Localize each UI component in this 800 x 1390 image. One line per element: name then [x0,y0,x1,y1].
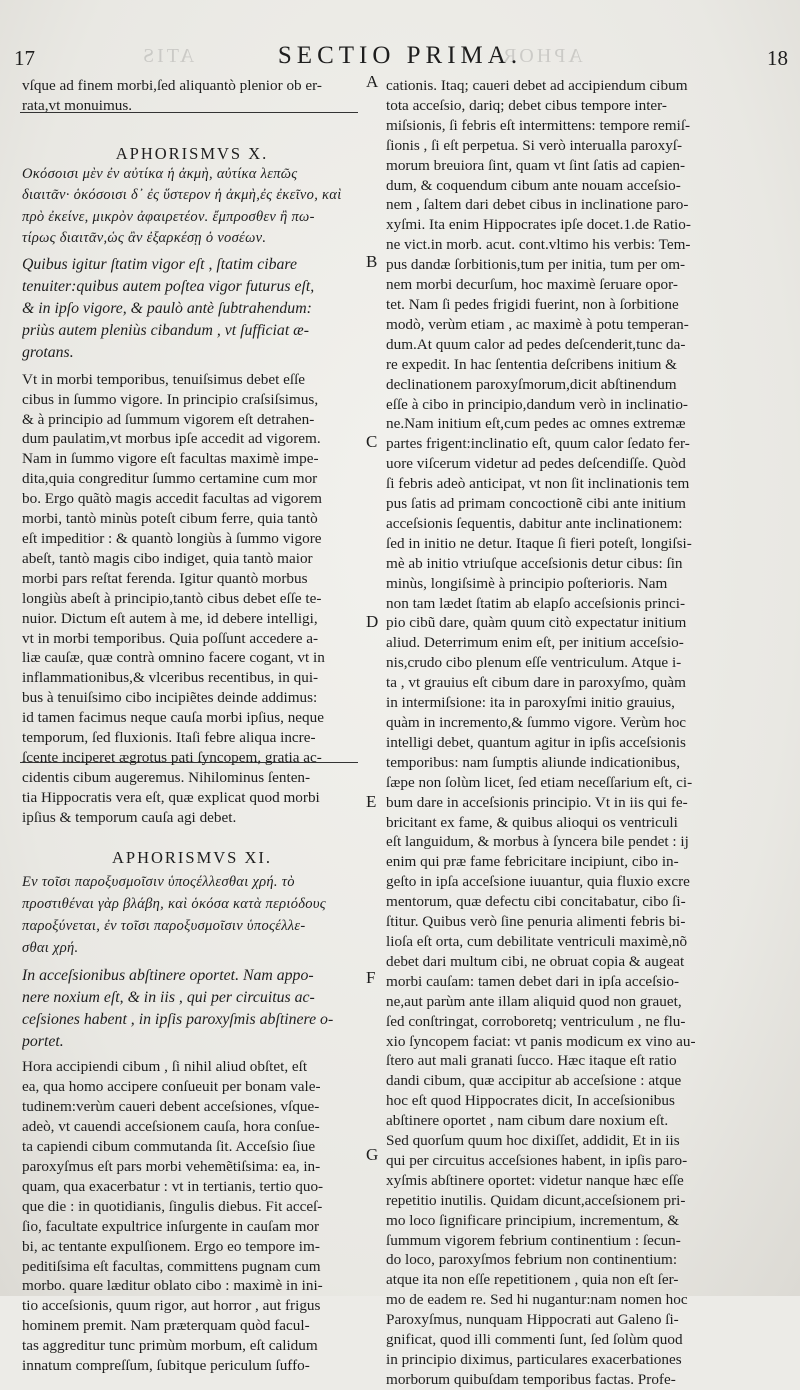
text-line: ſcente inciperet ægrotus pati ſyncopem, gratia ac- [22,748,322,766]
text-line: aliud. Deterrimum enim eſt, per initium acceſsio- [386,634,684,652]
text-line: dum, & coquendum cibum ante nouam acceſsio- [386,176,681,194]
text-line: bus à tenuiſsimo cibo incipiẽtes deinde addimus: [22,689,318,707]
margin-letter: A [366,72,379,91]
text-line: uore viſcerum videtur ad pedes deſcendiſſe. Quòd [386,455,686,473]
horizontal-rule [20,112,358,113]
text-line: mo de eadem re. Sed hi nugantur:nam nomen hoc [386,1291,688,1309]
text-line: ne vict.in morb. acut. cont.vltimo his verbis: Tem- [386,236,691,254]
text-line: innatum compreſſum, ſubitque periculum ſuffo- [22,1357,310,1375]
italic-line: & in ipſo vigore, & paulò antè ſubtrahendum: [22,299,312,317]
text-line: atque ita non eſſe repetitionem , quia non eſt ſer- [386,1271,679,1289]
text-line: do loco, paroxyſmos febrium non continentium: [386,1251,678,1269]
text-line: ſio, facultate expultrice inſurgente in cauſam mor [22,1217,320,1235]
text-line: eſt languidum, & morbus à ſyncera bile pendet : ij [386,833,689,851]
text-line: nuior. Dictum eſt autem à me, id debere intelligi, [22,609,318,627]
text-line: morbi cauſam: tamen debet dari in ipſa acceſsio- [386,972,680,990]
text-line: minùs, longiſsimè à principio poſterioris. Nam [386,574,668,592]
text-line: intelligi debet, quantum agitur in ipſis acceſsionis [386,733,686,751]
text-line: vſque ad finem morbi,ſed aliquantò plenior ob er- [22,77,322,94]
text-line: modò, verùm etiam , ac maximè à potu temperan- [386,315,689,333]
margin-letter: C [366,432,378,451]
text-line: xyſmi. Ita enim Hippocrates ipſe docet.1.de Ratio- [386,216,691,234]
text-line: eſt impeditior : & quantò longiùs à ſummo vigore [22,529,322,547]
aphorism-heading: APHORISMVS XI. [111,847,273,867]
text-line: Paroxyſmus, nunquam Hippocrati aut Galeno ſi- [386,1311,679,1329]
text-line: gnificat, quod illi commenti ſunt, ſed ſolùm quod [386,1331,683,1349]
text-line: dandi cibum, quæ accipitur ab acceſsione : atque [386,1072,682,1090]
text-line: rata,vt monuimus. [22,96,133,114]
text-line: mo loco ſignificare principium, incrementum, & [386,1211,680,1229]
text-line: tas aggreditur tunc primùm morbum, eſt calidum [22,1337,318,1355]
text-line: dita,quia congreditur ſummo certamine cum mor [22,470,318,488]
text-line: ſionis , ſi eſt perpetua. Si verò interualla paroxyſ- [386,136,683,154]
text-line: Sed quorſum quum hoc dixiſſet, addidit, Et in iis [386,1132,680,1150]
text-line: abſtinere oportet , nam cibum dare noxium eſt. [386,1112,669,1130]
running-head [0,40,800,70]
text-line: declinationem paroxyſmorum,dicit abſtinendum [386,375,677,393]
section-title: SECTIO PRIMA. [277,42,523,69]
margin-letter: F [366,968,376,987]
text-line: cibus in ſummo vigore. In principio craſsiſsimus, [22,390,319,408]
text-line: morbi, tantò minùs poteſt cibum ferre, quia tantò [22,510,318,528]
text-line: adeò, vt cauendi acceſsionem cauſa, hora conſue- [22,1118,320,1136]
text-line: mentorum, quæ defectu cibi concitabatur, cibo ſi- [386,893,686,911]
text-line: in principio diximus, particulares exacerbationes [386,1351,682,1368]
text-line: dum paulatim,vt morbus ipſe accedit ad vigorem. [22,430,321,448]
italic-line: grotans. [22,343,74,361]
page-number-left: 17 [14,46,35,70]
text-line: cationis. Itaq; caueri debet ad accipiendum cibum [386,77,688,94]
text-line: peditiſsima eſt facultas, committens pugnam cum [22,1257,321,1275]
greek-line: Οκόσοισι μὲν ἐν αὐτίκα ἡ ἀκμὴ, αὐτίκα λεπῶς [22,165,298,182]
text-line: ne.Nam initium eſt,cum pedes ac omnes extremæ [386,415,686,433]
text-line: morum breuiora ſint, quam vt ſint ſatis ad capien- [386,156,686,174]
text-line: cidentis cibum augeremus. Nihilominus ſenten- [22,768,311,786]
text-line: nis,crudo cibo plenum eſſe ventriculum. Atque i- [386,654,682,672]
text-line: nem morbi decurſum, hoc maximè ſeruare opor- [386,276,678,294]
text-line: ta capiendi cibum commutanda ſit. Acceſsio ſiue [22,1138,316,1156]
text-line: acceſsionis ſequentis, dabitur ante inclinationem: [386,514,683,532]
greek-line: πρὸ ἐκείνε, μικρὸν ἀφαιρετέον. ἔμπροσθεν ἢ πω- [22,208,315,225]
text-line: liæ cauſæ, quæ contrà omnino facere cogant, vt in [22,649,325,667]
left-column [22,76,362,1376]
text-line: debet dari multum cibi, ne obruat copia & augeat [386,952,685,970]
greek-line: προστιθέναι γὰρ βλάβη, καὶ ὁκόσα κατὰ περιόδους [22,896,326,913]
text-line: bo. Ergo quãtò magis accedit facultas ad vigorem [22,490,322,508]
text-line: & à principio ad ſummum vigorem eſt detrahen- [22,410,315,428]
text-line: bricitant ex fame, & quibus alioqui os ventriculi [386,813,678,831]
greek-line: σθαι χρή. [22,940,79,957]
text-line: ta , vt grauius eſt cibum dare in paroxyſmo, quàm [386,674,686,692]
margin-letter: G [366,1145,379,1164]
italic-line: tenuiter:quibus autem poſtea vigor futurus eſt, [22,277,315,295]
text-line: pio cibũ dare, quàm quum citò expectatur initium [386,614,687,632]
text-line: ipſius & temporum cauſa agi debet. [22,808,237,826]
text-line: miſsionis, ſi febris eſt intermittens: tempore remiſ- [386,116,691,134]
text-line: geſto in ipſa acceſsione iuuantur, quia fluxio excre [386,873,690,891]
text-line: enim qui præ fame febricitare incipiunt, cibo in- [386,853,679,871]
text-line: ea, qua homo accipere conſueuit per bonam vale- [22,1078,321,1096]
italic-line: nere noxium eſt, & in iis , qui per circuitus ac- [22,989,315,1007]
text-line: qui per circuitus acceſsiones habent, in ipſis paro- [386,1151,688,1169]
text-line: tia Hippocratis vera eſt, quæ explicat quod morbi [22,788,320,806]
text-line: quàm in incremento,& ſummo vigore. Verùm hoc [386,714,687,731]
text-line: temporibus: nam ſumptis aliunde indicationibus, [386,753,681,771]
text-line: paroxyſmus eſt pars morbi vehemẽtiſsima: ea, in- [22,1158,321,1175]
text-line: eſſe à cibo in principio,dandum verò in inclinatio- [386,395,688,413]
italic-line: priùs autem pleniùs cibandum , vt ſufficiat æ- [22,321,309,339]
greek-line: Εν τοῖσι παροξυσμοῖσιν ὑποςέλλεσθαι χρή. τὸ [22,874,295,891]
text-line: quam, qua exacerbatur : vt in tertianis, tertio quo- [22,1177,324,1195]
text-line: xio ſyncopem faciat: vt panis modicum ex vino au- [386,1032,696,1050]
text-line: pus ſatis ad primam concoctionẽ cibi ante initium [386,495,686,513]
text-line: xyſmis abſtinere oportet: videtur nanque hæc eſſe [386,1171,684,1189]
text-line: ſed in initio ne detur. Itaque ſi fieri poteſt, longiſsi- [386,534,692,552]
margin-letter: D [366,612,379,631]
text-line: ſi febris adeò anticipat, vt non ſit inclinationis tem [386,475,690,493]
margin-letter: B [366,252,378,271]
text-line: morborum quibuſdam temporibus factas. Profe- [386,1370,676,1388]
text-line: tudinem:verùm caueri debent acceſsiones, vſque- [22,1098,320,1116]
text-line: pus dandæ ſorbitionis,tum per initia, tum per om- [386,256,686,274]
text-line: hoc eſt quod Hippocrates dicit, In acceſsionibus [386,1092,675,1110]
text-line: inflammationibus,& vlceribus recentibus, in qui- [22,669,319,687]
text-line: tet. Nam ſi pedes frigidi fuerint, non à ſorbitione [386,295,679,313]
text-line: ſtitur. Quibus verò ſine penuria alimenti febris bi- [386,913,686,931]
text-line: Nam in ſummo vigore eſt facultas maximè impe- [22,450,319,468]
text-line: hominem premit. Nam præterquam quòd facul- [22,1317,310,1335]
text-line: ſæpe non ſolùm licet, ſed etiam neceſſarium eſt, ci- [386,773,693,791]
text-line: tota acceſsio, dariq; debet cibus tempore inter- [386,96,667,114]
text-line: ne,aut parùm ante illam aliquid quod non grauet, [386,992,682,1010]
text-line: que die : in quotidianis, ſingulis diebus. Fit acceſ- [22,1197,323,1215]
text-line: morbi pars reſtat ferenda. Igitur quantò morbus [22,569,308,587]
margin-letter: E [366,792,377,811]
text-line: re expedit. In hac ſententia deſcribens initium & [386,355,677,373]
text-line: morbo. quare læditur oblato cibo : maximè in ini- [22,1277,323,1295]
text-line: in intermiſsione: ita in paroxyſmi initio grauius, [386,694,675,712]
greek-line: τίρως διαιτᾶν,ὡς ἂν ἐξαρκέσῃ ὁ νοσέων. [22,230,267,247]
text-line: partes frigent:inclinatio eſt, quum calor ſedato fer- [386,435,690,453]
right-column [386,76,722,1390]
italic-line: In acceſsionibus abſtinere oportet. Nam appo- [22,967,314,985]
margin-letters [362,0,388,1296]
text-line: Vt in morbi temporibus, tenuiſsimus debet eſſe [22,370,306,388]
text-line: dum.At quum calor ad pedes deſcenderit,tunc da- [386,335,686,353]
text-line: ſummum vigorem febrium continentium : ſecun- [386,1231,681,1249]
text-line: Hora accipiendi cibum , ſi nihil aliud obſtet, eſt [22,1058,308,1076]
aphorism-heading: APHORISMVS X. [115,143,269,163]
text-line: nem , ſaltem dari debet cibus in inclinatione paro- [386,196,689,214]
italic-line: Quibus igitur ſtatim vigor eſt , ſtatim cibare [22,255,297,273]
text-line: ſtero aut mali granati ſucco. Hæc itaque eſt ratio [386,1052,677,1070]
greek-line: διαιτᾶν· ὁκόσοισι δ᾽ ἐς ὕστερον ἡ ἀκμὴ,ἐς ἐκεῖνο, καὶ [22,187,342,204]
show-through-text: APHOR [500,45,583,67]
page-number-right: 18 [767,46,788,70]
text-line: repetitio inutilis. Quidam dicunt,acceſsionem pri- [386,1191,686,1209]
text-line: vt in morbi temporibus. Quia poſſunt accedere a- [22,629,319,647]
text-line: id tamen facimus neque cauſa morbi ipſius, neque [22,709,324,727]
text-line: tio acceſsionis, quum rigor, aut horror , aut frigus [22,1297,321,1315]
show-through-text: ATIS [140,45,195,67]
horizontal-rule [20,762,358,763]
text-line: bi, ac tentante expulſionem. Ergo eo tempore im- [22,1237,320,1255]
italic-line: ceſsiones habent , in ipſis paroxyſmis abſtinere o- [22,1011,334,1029]
text-line: lioſa eſt orta, cum debilitate ventriculi maximè,nõ [386,932,688,950]
text-line: abeſt, tantò magis cibo indiget, quia tantò maior [22,549,313,567]
text-line: bum dare in acceſsionis principio. Vt in iis qui fe- [386,793,688,811]
text-line: mè ab initio vtriuſque acceſsionis detur cibus: ſin [386,554,683,572]
greek-line: παροξύνεται, ἐν τοῖσι παροξυσμοῖσιν ὑποςέλλε- [22,918,306,935]
text-line: ſed conſtringat, corroboretq; ventriculum , ne flu- [386,1012,686,1030]
text-line: longiùs abeſt à principio,tantò cibus debet eſſe te- [22,589,322,607]
text-line: temporum, ſed fluxionis. Itaſi febre aliqua incre- [22,729,316,747]
text-line: non tam lædet ſtatim ab elapſo acceſsionis princi- [386,594,686,612]
italic-line: portet. [22,1033,64,1051]
